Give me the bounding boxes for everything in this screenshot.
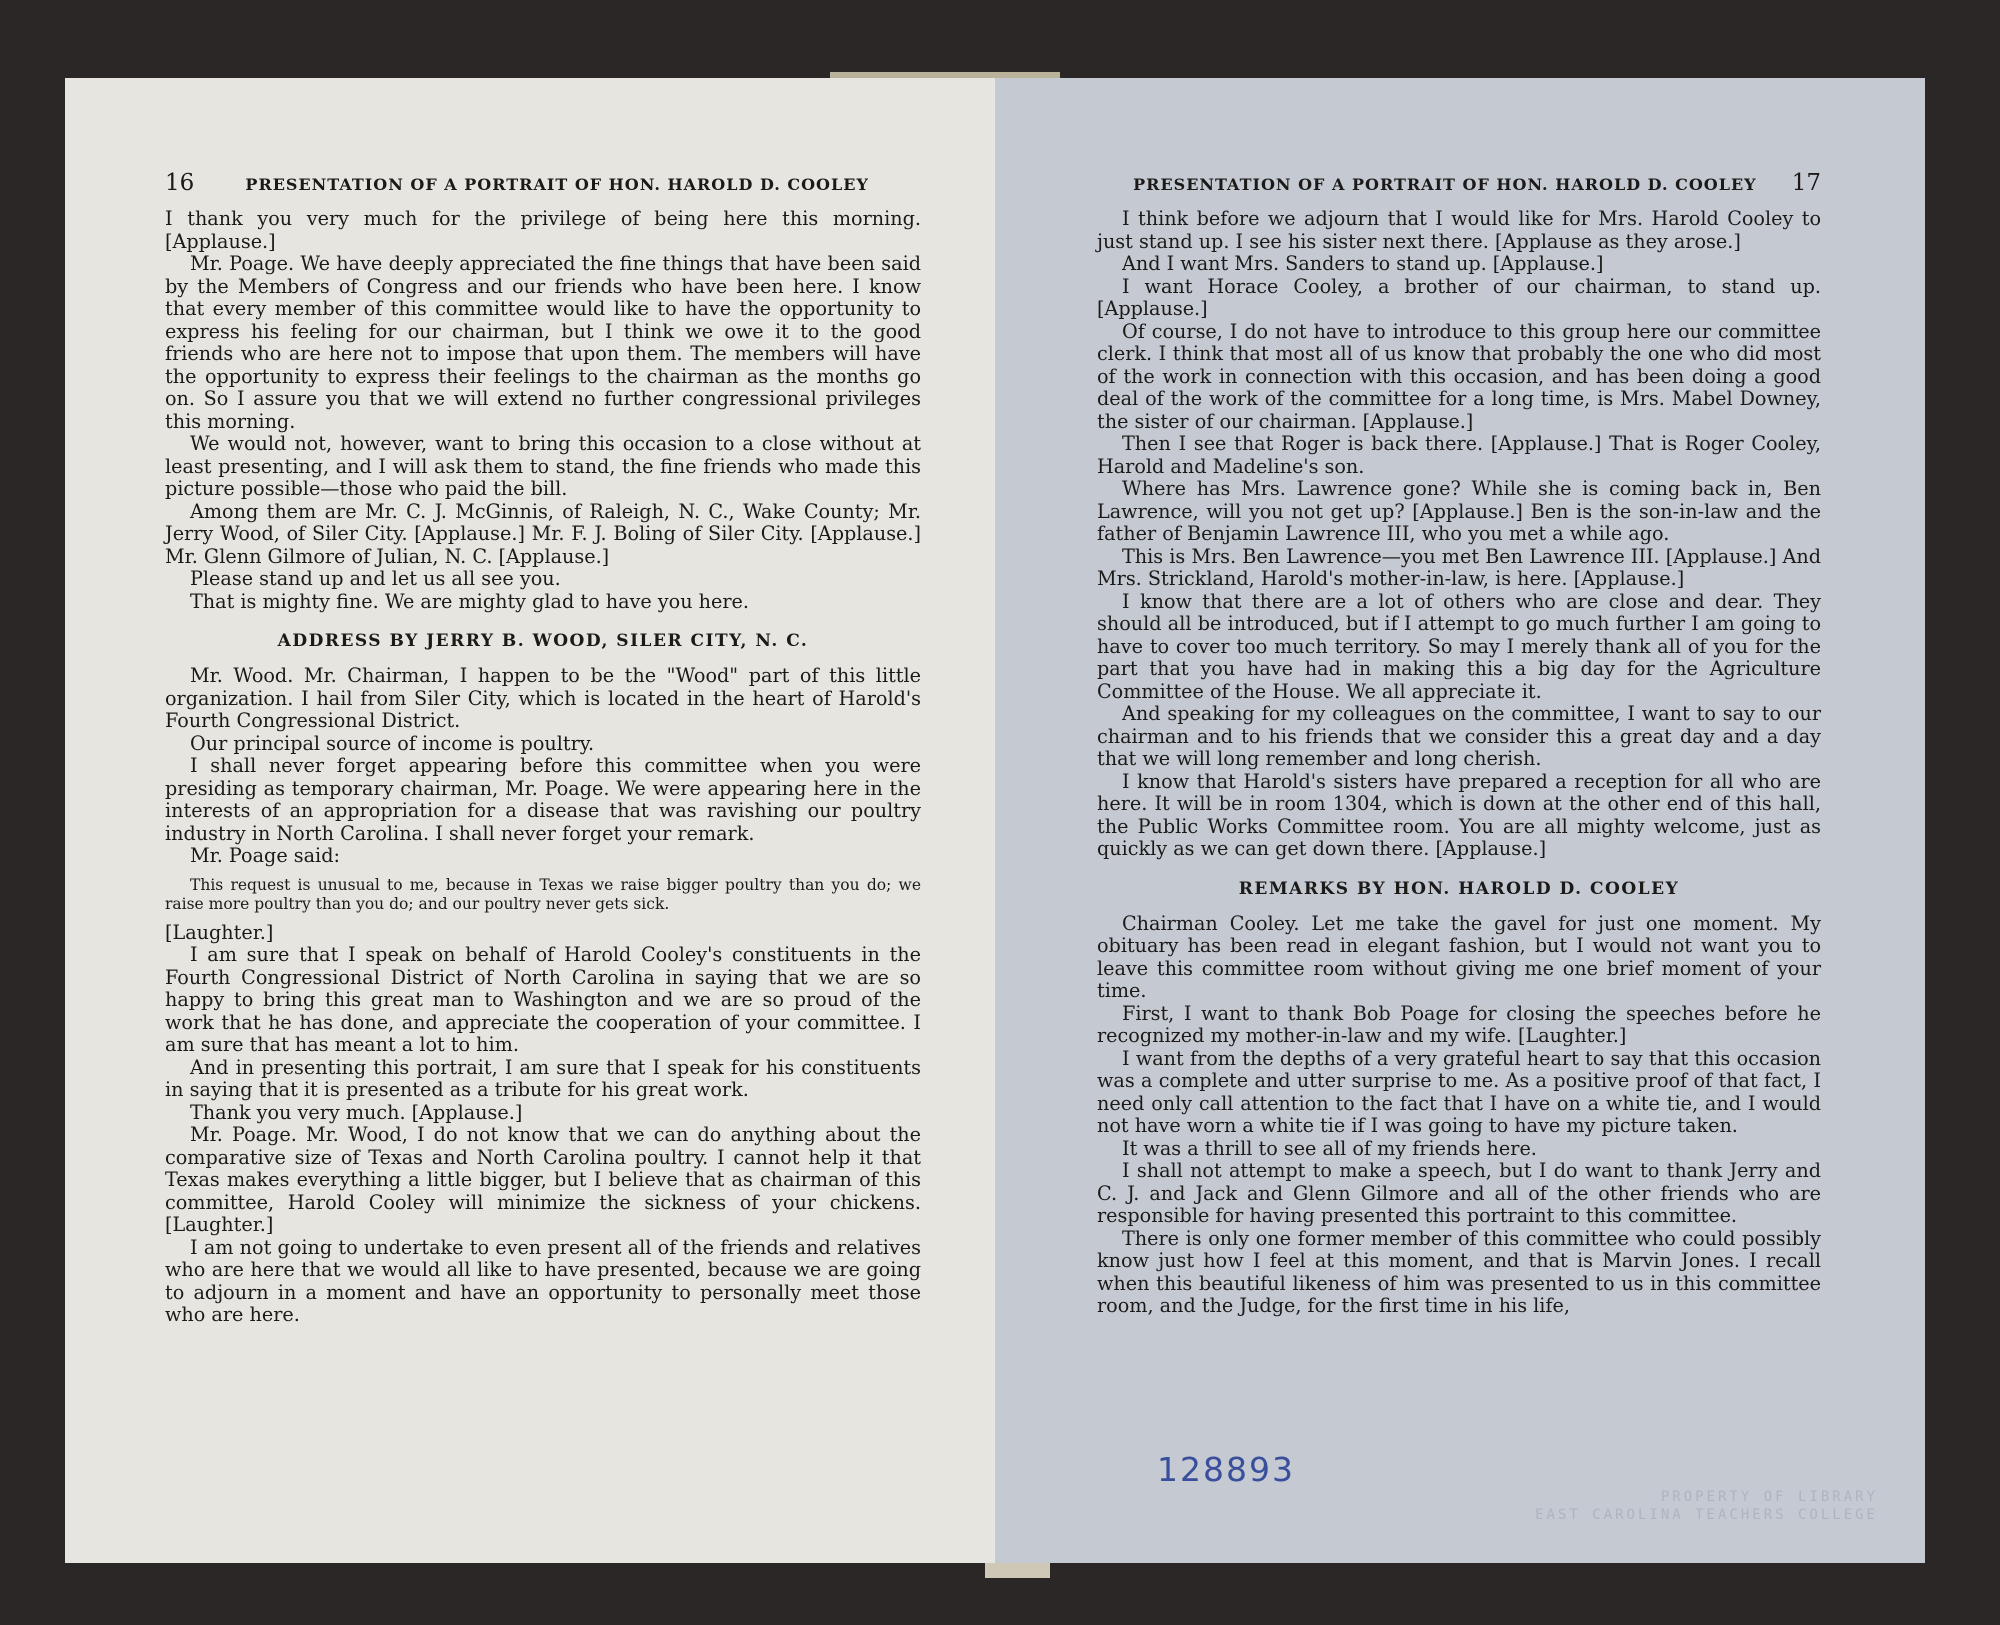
paragraph: I know that there are a lot of others who are close and dear. They should all be introduced, but if I attempt to go much further I am going to have to cover too much territory. So may I merely thank all of you for the part that you have had in making this a big day for the Agriculture Committee of the House. We all appreciate it. — [1097, 589, 1821, 703]
left-running-head — [165, 170, 921, 196]
paragraph: Mr. Poage. We have deeply appreciated the fine things that have been said by the Members of Congress and our friends who have been here. I know that every member of this committee would like to have the opportunity to express his feeling for our chairman, but I think we owe it to the good friends who are here not to impose that upon them. The members will have the opportunity to express their feelings to the chairman as the months go on. So I assure you that we will extend no further congressional privileges this morning. — [165, 252, 921, 433]
paragraph: First, I want to thank Bob Poage for closing the speeches before he recognized my mother-in-law and my wife. [Laughter.] — [1097, 1001, 1821, 1047]
paragraph: And speaking for my colleagues on the committee, I want to say to our chairman and to his friends that we consider this a great day and a day that we will long remember and long cherish. — [1097, 702, 1821, 770]
paragraph: I thank you very much for the privilege of being here this morning. [Applause.] — [165, 207, 921, 253]
accession-number-stamp: 128893 — [1157, 1450, 1295, 1489]
paragraph: And I want Mrs. Sanders to stand up. [Applause.] — [1122, 252, 1604, 275]
right-running-head — [1097, 170, 1821, 196]
paragraph: Please stand up and let us all see you. — [190, 567, 561, 590]
paragraph: I want Horace Cooley, a brother of our chairman, to stand up. [Applause.] — [1097, 274, 1821, 320]
paragraph: I want from the depths of a very grateful heart to say that this occasion was a complete and utter surprise to me. As a positive proof of that fact, I need only call attention to the fact that I have on a white tie, and I would not have worn a white tie if I was going to have my picture taken. — [1097, 1046, 1821, 1137]
paragraph: Mr. Poage said: — [190, 844, 340, 867]
paragraph: It was a thrill to see all of my friends here. — [1122, 1136, 1537, 1160]
paragraph: Thank you very much. [Applause.] — [190, 1100, 523, 1124]
paragraph: This is Mrs. Ben Lawrence—you met Ben Lawrence III. [Applause.] And Mrs. Strickland, Harold's mother-in-law, is here. [Applause.] — [1097, 544, 1821, 590]
paragraph: Where has Mrs. Lawrence gone? While she is coming back in, Ben Lawrence, will you not get up? [Applause.] Ben is the son-in-law and the father of Benjamin Lawrence III, who you met a while ago. — [1097, 477, 1821, 545]
paragraph: And in presenting this portrait, I am sure that I speak for his constituents in saying that it is presented as a tribute for his great work. — [165, 1055, 921, 1101]
library-ownership-stamp — [1498, 1488, 1878, 1524]
paragraph: I am sure that I speak on behalf of Harold Cooley's constituents in the Fourth Congressional District of North Carolina in saying that we are so happy to bring this great man to Washington and we are so proud of the work that he has done, and appreciate the cooperation of your committee. I am sure that has meant a lot to him. — [165, 943, 921, 1056]
paragraph: I shall not attempt to make a speech, but I do want to thank Jerry and C. J. and Jack and Glenn Gilmore and all of the other friends who are responsible for having presented this portraint to this committee. — [1097, 1159, 1821, 1227]
left-page — [65, 78, 995, 1563]
right-body — [1097, 208, 1821, 1318]
paragraph: I know that Harold's sisters have prepared a reception for all who are here. It will be in room 1304, which is down at the other end of this hall, the Public Works Committee room. You are all mighty welcome, just as quickly as we can get down there. [Applause.] — [1097, 769, 1821, 860]
paragraph: Then I see that Roger is back there. [Applause.] That is Roger Cooley, Harold and Madeline's son. — [1097, 432, 1821, 478]
block-quote: This request is unusual to me, because in Texas we raise bigger poultry than you do; we raise more poultry than you do; and our poultry never gets sick. — [165, 875, 921, 913]
paragraph: Of course, I do not have to introduce to this group here our committee clerk. I think that most all of us know that probably the one who did most of the work in connection with this occasion, and has been doing a good deal of the work of the committee for a long time, is Mrs. Mabel Downey, the sister of our chairman. [Applause.] — [1097, 319, 1821, 433]
paragraph: I am not going to undertake to even present all of the friends and relatives who are here that we would all like to have presented, because we are going to adjourn in a moment and have an opportunity to personally meet those who are here. — [165, 1235, 921, 1326]
paragraph: There is only one former member of this committee who could possibly know just how I feel at this moment, and that is Marvin Jones. I recall when this beautiful likeness of him was presented to us in this committee room, and the Judge, for the first time in his life, — [1097, 1226, 1821, 1317]
left-running-title: PRESENTATION OF A PORTRAIT OF HON. HAROLD D. COOLEY — [245, 175, 869, 194]
left-page-number: 16 — [165, 170, 195, 196]
paragraph: Chairman Cooley. Let me take the gavel for just one moment. My obituary has been read in elegant fashion, but I would not want you to leave this committee room without giving me one brief moment of your time. — [1097, 911, 1821, 1002]
paragraph: That is mighty fine. We are mighty glad to have you here. — [190, 589, 749, 613]
paragraph: We would not, however, want to bring this occasion to a close without at least presenting, and I will ask them to stand, the fine friends who made this picture possible—those who paid the bill. — [165, 432, 921, 500]
section-heading: ADDRESS BY JERRY B. WOOD, SILER CITY, N. C. — [277, 631, 809, 651]
left-body — [165, 208, 921, 1327]
paragraph: I think before we adjourn that I would like for Mrs. Harold Cooley to just stand up. I see his sister next there. [Applause as they arose.] — [1097, 207, 1821, 253]
paragraph: Mr. Poage. Mr. Wood, I do not know that we can do anything about the comparative size of Texas and North Carolina poultry. I cannot help it that Texas makes everything a little bigger, but I believe that as chairman of this committee, Harold Cooley will minimize the sickness of your chickens. [Laughter.] — [165, 1123, 921, 1236]
paragraph: Mr. Wood. Mr. Chairman, I happen to be the "Wood" part of this little organization. I hail from Siler City, which is located in the heart of Harold's Fourth Congressional District. — [165, 664, 921, 732]
right-page — [995, 78, 1925, 1563]
paragraph: Among them are Mr. C. J. McGinnis, of Raleigh, N. C., Wake County; Mr. Jerry Wood, of Siler City. [Applause.] Mr. F. J. Boling of Siler City. [Applause.] Mr. Glenn Gilmore of Julian, N. C. [Applause.] — [165, 499, 921, 568]
ownership-stamp-line: EAST CAROLINA TEACHERS COLLEGE — [1535, 1507, 1878, 1523]
section-heading: REMARKS BY HON. HAROLD D. COOLEY — [1238, 878, 1680, 899]
paragraph: Our principal source of income is poultry. — [190, 731, 595, 755]
paragraph: [Laughter.] — [165, 920, 274, 944]
right-running-title: PRESENTATION OF A PORTRAIT OF HON. HAROLD D. COOLEY — [1133, 175, 1757, 194]
paragraph: I shall never forget appearing before this committee when you were presiding as temporary chairman, Mr. Poage. We were appearing here in the interests of an appropriation for a disease that was ravishing our poultry industry in North Carolina. I shall never forget your remark. — [165, 754, 921, 845]
right-page-number: 17 — [1791, 170, 1821, 196]
ownership-stamp-line: PROPERTY OF LIBRARY — [1660, 1489, 1878, 1505]
